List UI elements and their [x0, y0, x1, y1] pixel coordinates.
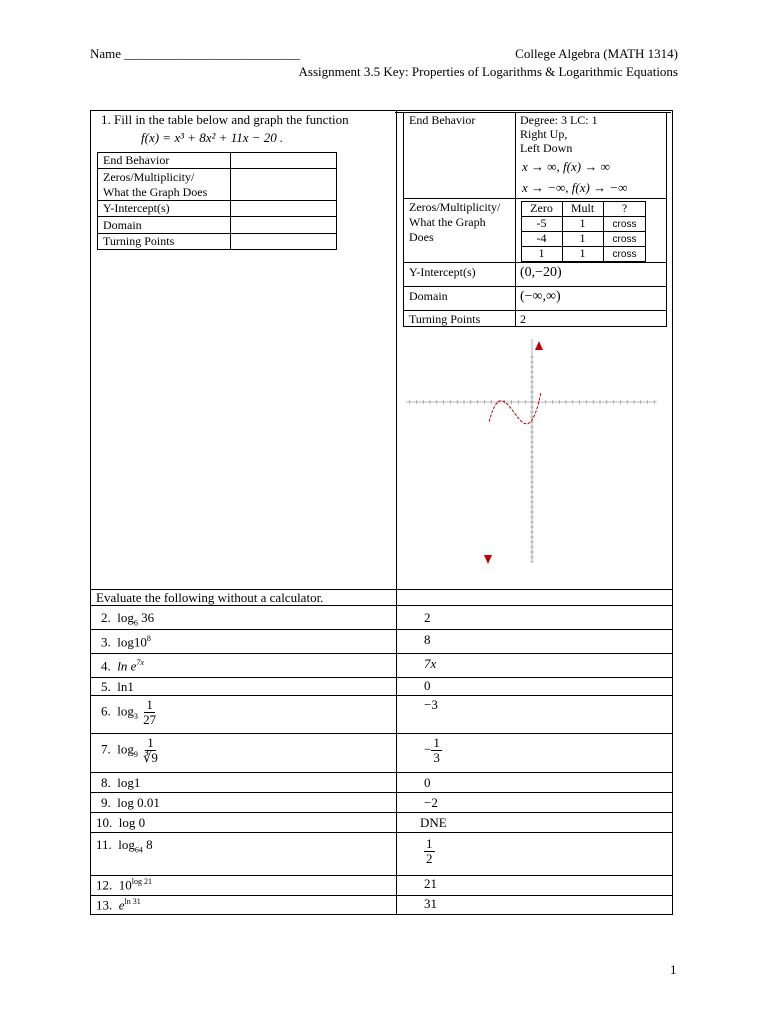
divider — [230, 152, 231, 250]
blank-row-turning-points: Turning Points — [103, 234, 175, 248]
eval-item-5: 5. ln1 — [101, 679, 134, 694]
arrow-down-icon — [484, 555, 492, 564]
eval-item-4: 4. $\ln e^{7x}$ — [101, 658, 144, 674]
answer-zeros-label-2: What the Graph — [409, 215, 486, 229]
zero-behavior: cross — [612, 219, 637, 230]
divider — [91, 733, 672, 734]
end-behavior-left: Left Down — [520, 141, 573, 155]
blank-row-zeros: Zeros/Multiplicity/ — [103, 170, 195, 184]
answer-zeros-label-3: Does — [409, 230, 434, 244]
eval-answer-3: 8 — [424, 632, 431, 647]
zeros-header-zero: Zero — [530, 201, 553, 215]
name-field-label: Name ___________________________ — [90, 46, 300, 61]
answer-domain-value: (−∞,∞) — [520, 289, 561, 304]
eval-answer-7: − $\frac{1}{3}$ — [424, 735, 440, 765]
problem1-prompt: 1. Fill in the table below and graph the function — [101, 112, 349, 127]
eval-item-8: 8. log1 — [101, 775, 141, 790]
end-behavior-limit-right: x → ∞, f(x) → ∞ — [522, 159, 610, 174]
divider — [91, 695, 672, 696]
zero-value: -4 — [536, 231, 547, 245]
eval-item-7: 7. $\log_9$ $\frac{1}{∛9}$ — [101, 735, 158, 765]
divider — [91, 653, 672, 654]
eval-answer-9: −2 — [424, 795, 438, 810]
answer-y-intercept-value: (0,−20) — [520, 265, 562, 280]
answer-domain-label: Domain — [409, 289, 448, 303]
divider — [91, 677, 672, 678]
eval-answer-8: 0 — [424, 775, 431, 790]
zero-behavior: cross — [612, 234, 637, 245]
divider — [91, 812, 672, 813]
eval-item-3: 3. $\log 10^8$ — [101, 634, 151, 650]
zero-mult: 1 — [579, 246, 586, 260]
divider — [403, 310, 667, 311]
answer-end-behavior-label: End Behavior — [409, 113, 476, 127]
end-behavior-limit-left: x → −∞, f(x) → −∞ — [522, 180, 628, 195]
answer-turning-value: 2 — [520, 312, 526, 326]
divider — [91, 895, 672, 896]
end-behavior-right: Right Up, — [520, 127, 568, 141]
column-divider — [396, 110, 397, 915]
divider — [97, 216, 337, 217]
zero-value: -5 — [536, 216, 547, 230]
course-title: College Algebra (MATH 1314) — [515, 46, 678, 61]
zero-mult: 1 — [579, 231, 586, 245]
answer-zeros-label-1: Zeros/Multiplicity/ — [409, 200, 501, 214]
divider — [403, 262, 667, 263]
eval-item-11: 11. $\log_{64} 8$ — [96, 837, 153, 855]
blank-row-graph-does: What the Graph Does — [103, 185, 208, 199]
eval-answer-10: DNE — [420, 815, 447, 830]
eval-item-2: 2. $\log_6 36$ — [101, 610, 155, 628]
eval-item-10: 10. log 0 — [96, 815, 146, 830]
answer-turning-label: Turning Points — [409, 312, 481, 326]
divider — [91, 875, 672, 876]
eval-answer-6: −3 — [424, 697, 438, 712]
divider — [97, 168, 337, 169]
blank-row-end-behavior: End Behavior — [103, 153, 170, 167]
eval-answer-4: 7x — [424, 656, 437, 671]
page-number: 1 — [670, 962, 677, 977]
eval-answer-5: 0 — [424, 678, 431, 693]
eval-item-12: 12. $10^{log 21}$ — [96, 877, 152, 893]
eval-answer-2: 2 — [424, 610, 431, 625]
end-behavior-degree: Degree: 3 LC: 1 — [520, 113, 598, 127]
divider — [91, 792, 672, 793]
divider — [91, 772, 672, 773]
eval-item-9: 9. log 0.01 — [101, 795, 160, 810]
problem1-function: f(x) = x³ + 8x² + 11x − 20 . — [141, 130, 284, 145]
divider — [515, 112, 516, 327]
zeros-header-behavior: ? — [621, 201, 628, 215]
eval-answer-11: $\frac{1}{2}$ — [426, 836, 433, 866]
zero-mult: 1 — [579, 216, 586, 230]
arrow-up-icon — [535, 341, 543, 350]
divider — [403, 286, 667, 287]
answer-y-intercept-label: Y-Intercept(s) — [409, 265, 476, 279]
divider — [403, 198, 667, 199]
eval-answer-12: 21 — [424, 876, 437, 891]
eval-answer-13: 31 — [424, 896, 437, 911]
zero-value: 1 — [538, 246, 545, 260]
zeros-header-mult: Mult — [570, 201, 595, 215]
function-graph — [403, 336, 665, 568]
divider — [91, 629, 672, 630]
divider — [91, 832, 672, 833]
blank-row-domain: Domain — [103, 218, 142, 232]
eval-item-6: 6. $\log_3$ $\frac{1}{27}$ — [101, 697, 157, 727]
assignment-title: Assignment 3.5 Key: Properties of Logarithms & Logarithmic Equations — [298, 64, 678, 79]
graph-axes — [406, 339, 657, 562]
zero-behavior: cross — [612, 249, 637, 260]
evaluate-instruction: Evaluate the following without a calculator. — [96, 590, 324, 605]
divider — [91, 605, 672, 606]
function-curve — [489, 393, 541, 424]
blank-row-y-intercept: Y-Intercept(s) — [103, 201, 170, 215]
eval-item-13: 13. $e^{ln 31}$ — [96, 897, 141, 913]
